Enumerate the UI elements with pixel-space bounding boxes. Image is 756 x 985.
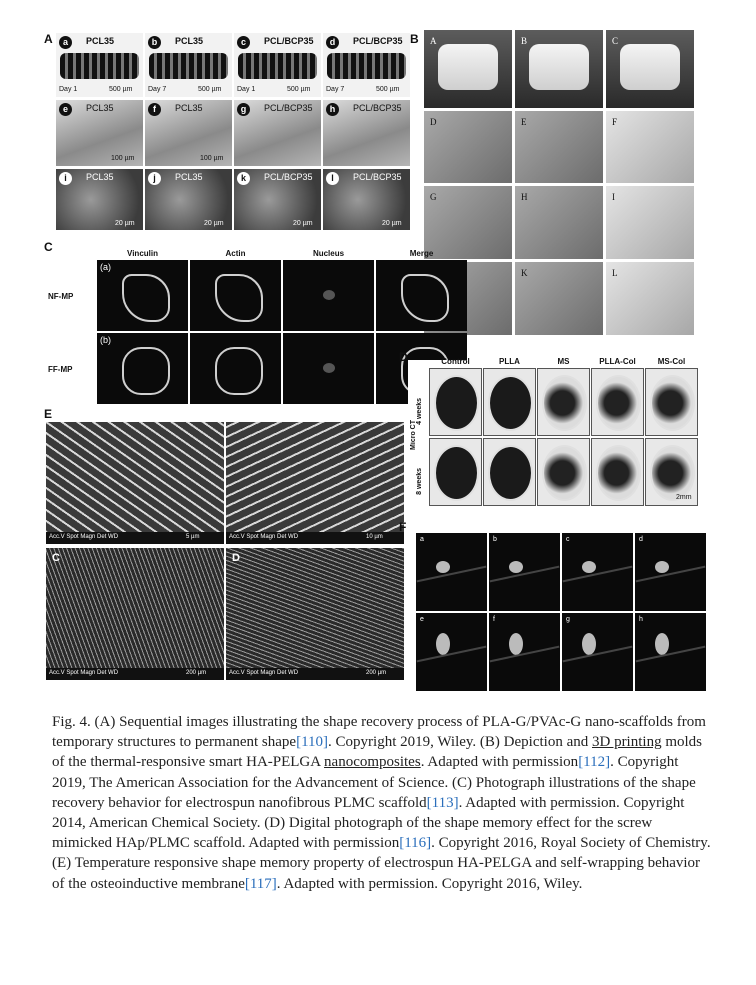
scaffold-image xyxy=(323,33,410,97)
cell-process xyxy=(417,566,487,583)
histology-image xyxy=(515,111,603,183)
subpanel-title: PCL/BCP35 xyxy=(353,36,403,46)
defect-region xyxy=(488,375,533,431)
cell-nucleus xyxy=(655,633,669,655)
scale-bar-label: 200 µm xyxy=(186,670,207,676)
subpanel-label: B xyxy=(521,36,528,46)
scaffold-coil xyxy=(149,53,228,79)
subpanel-title: PCL35 xyxy=(175,36,204,46)
sem-info-bar xyxy=(46,668,224,680)
defect-region xyxy=(434,375,479,431)
fluorescence-image xyxy=(283,333,374,404)
fluorescence-image xyxy=(416,613,487,691)
fluorescence-image xyxy=(489,613,560,691)
subpanel-label: K xyxy=(521,268,528,278)
panel-c-letter: C xyxy=(44,240,53,254)
cell-process xyxy=(417,646,487,663)
cell-process xyxy=(563,646,633,663)
scale-bar-label: 5 µm xyxy=(186,534,200,540)
cell-nucleus xyxy=(509,633,523,655)
scaffold-coil xyxy=(60,53,139,79)
cell-process xyxy=(636,646,706,663)
scaffold-coil xyxy=(238,53,317,79)
sem-info-bar xyxy=(226,668,404,680)
subpanel-title: PCL35 xyxy=(175,172,203,182)
panel-b-letter: B xyxy=(410,32,419,46)
fluorescence-image xyxy=(562,613,633,691)
day-label: Day 7 xyxy=(148,86,167,93)
day-label: Day 1 xyxy=(59,86,78,93)
histology-image xyxy=(145,100,232,166)
fluorescence-image xyxy=(97,260,188,331)
subpanel-badge: h xyxy=(326,103,339,116)
subpanel-label: e xyxy=(420,616,424,623)
cell-nucleus xyxy=(509,561,523,573)
scale-bar-label: 500 µm xyxy=(198,86,222,93)
scaffold-image xyxy=(56,33,143,97)
subpanel-badge: b xyxy=(148,36,161,49)
sem-meta: Acc.V Spot Magn Det WD xyxy=(229,534,299,540)
cell-outline xyxy=(215,274,263,322)
row-header: FF-MP xyxy=(48,365,73,374)
cell-process xyxy=(490,566,560,583)
subpanel-label: c xyxy=(566,536,570,543)
histology-image xyxy=(606,111,694,183)
printed-mold xyxy=(529,44,589,90)
cell-process xyxy=(490,646,560,663)
subpanel-badge: j xyxy=(148,172,161,185)
column-header: MS-Col xyxy=(657,357,686,366)
sem-info-bar xyxy=(226,532,404,544)
defect-region xyxy=(650,445,695,501)
histology-image xyxy=(606,262,694,335)
sem-image xyxy=(56,169,143,230)
scaffold-image xyxy=(145,33,232,97)
scale-bar-label: 20 µm xyxy=(204,220,224,227)
cell-nucleus xyxy=(436,633,450,655)
subpanel-label: h xyxy=(639,616,643,623)
cell-nucleus xyxy=(436,561,450,573)
sem-meta: Acc.V Spot Magn Det WD xyxy=(229,670,299,676)
column-header: PLLA xyxy=(499,357,520,366)
subpanel-label: I xyxy=(612,192,615,202)
subpanel-label: G xyxy=(430,192,437,202)
figure-caption: Fig. 4. (A) Sequential images illustrating the shape recovery process of PLA-G/PVAc-G nano-scaffolds from temporary structures to permanent shape[110]. Copyright 2019, Wiley. (B) Depiction and 3D printing molds of the thermal-responsive smart HA-PELGA nanocomposites. Adapted with permission[112]. Copyright 2019, The American Association for the Advancement of Science. (C) Photograph illustrations of the shape recovery behavior for electrospun nanofibrous PLMC scaffold[113]. Adapted with permission. Copyright 2014, American Chemical Society. (D) Digital photograph of the shape memory effect for the screw mimicked HAp/PLMC scaffold. Adapted with permission[116]. Copyright 2016, Royal Society of Chemistry. (E) Temperature responsive shape memory property of electrospun HA-PELGA and self-wrapping behavior of the osteoinductive membrane[117]. Adapted with permission. Copyright 2016, Wiley. xyxy=(52,714,711,892)
sem-meta: Acc.V Spot Magn Det WD xyxy=(49,534,119,540)
panel-d-letter: D xyxy=(399,350,408,364)
subpanel-label: g xyxy=(566,616,570,623)
subpanel-label: A xyxy=(430,36,437,46)
sem-image xyxy=(323,169,410,230)
scale-bar-label: 100 µm xyxy=(200,155,224,162)
subpanel-label: F xyxy=(612,117,618,127)
subpanel-label: f xyxy=(493,616,495,623)
scale-bar-label: 20 µm xyxy=(115,220,135,227)
day-label: Day 1 xyxy=(237,86,256,93)
glossary-link[interactable]: 3D printing xyxy=(591,734,662,751)
sem-image xyxy=(145,169,232,230)
subpanel-label: D xyxy=(232,552,240,564)
mold-photo xyxy=(424,30,512,108)
subpanel-title: PCL35 xyxy=(175,103,203,113)
mold-photo xyxy=(606,30,694,108)
glossary-link[interactable]: nanocomposites xyxy=(324,754,421,771)
reference-link[interactable]: [113] xyxy=(426,794,459,811)
subpanel-label: E xyxy=(521,117,527,127)
subpanel-badge: i xyxy=(59,172,72,185)
subpanel-label: L xyxy=(612,268,618,278)
cell-outline xyxy=(122,347,170,395)
micro-ct-image xyxy=(591,438,644,506)
subpanel-badge: g xyxy=(237,103,250,116)
subpanel-label: b xyxy=(493,536,497,543)
histology-image xyxy=(56,100,143,166)
sem-fiber-image xyxy=(226,548,404,680)
column-header: MS xyxy=(557,357,570,366)
sem-fiber-image xyxy=(46,548,224,680)
fluorescence-image xyxy=(635,613,706,691)
defect-region xyxy=(434,445,479,501)
column-header: Vinculin xyxy=(127,249,158,258)
subpanel-title: PCL/BCP35 xyxy=(264,103,313,113)
subpanel-badge: c xyxy=(237,36,250,49)
column-header: PLLA-Col xyxy=(599,357,636,366)
scale-bar-label: 20 µm xyxy=(382,220,402,227)
column-header: Merge xyxy=(409,249,434,258)
fluorescence-image xyxy=(416,533,487,611)
cell-process xyxy=(636,566,706,583)
histology-image xyxy=(234,100,321,166)
cell-outline xyxy=(401,274,449,322)
row-header: NF-MP xyxy=(48,292,74,301)
subpanel-badge: d xyxy=(326,36,339,49)
row-header: 4 weeks xyxy=(416,398,423,425)
cell-outline xyxy=(215,347,263,395)
fluorescence-image xyxy=(190,260,281,331)
mold-photo xyxy=(515,30,603,108)
subpanel-label: H xyxy=(521,192,528,202)
defect-region xyxy=(542,445,587,501)
cell-process xyxy=(563,566,633,583)
fluorescence-image xyxy=(283,260,374,331)
subpanel-badge: a xyxy=(59,36,72,49)
subpanel-label: a xyxy=(420,536,424,543)
printed-mold xyxy=(438,44,498,90)
fluorescence-image xyxy=(97,333,188,404)
subpanel-title: PCL35 xyxy=(86,103,114,113)
reference-link[interactable]: [116] xyxy=(399,835,432,852)
subpanel-badge: e xyxy=(59,103,72,116)
subpanel-label: C xyxy=(612,36,619,46)
micro-ct-image xyxy=(591,368,644,436)
column-header: Control xyxy=(441,357,470,366)
subpanel-badge: l xyxy=(326,172,339,185)
subpanel-title: PCL/BCP35 xyxy=(353,103,402,113)
micro-ct-image xyxy=(429,368,482,436)
scale-bar-label: 100 µm xyxy=(111,155,135,162)
column-header: Nucleus xyxy=(312,249,345,258)
histology-image xyxy=(515,262,603,335)
subpanel-label: C xyxy=(52,552,60,564)
scaffold-image xyxy=(234,33,321,97)
panel-a-letter: A xyxy=(44,32,53,46)
reference-link[interactable]: [112] xyxy=(578,754,611,771)
fluorescence-image xyxy=(376,260,467,331)
fluorescence-image xyxy=(489,533,560,611)
subpanel-badge: f xyxy=(148,103,161,116)
scaffold-coil xyxy=(327,53,406,79)
histology-image xyxy=(323,100,410,166)
micro-ct-image xyxy=(483,438,536,506)
sem-fiber-image xyxy=(226,422,407,544)
scale-bar-label: 20 µm xyxy=(293,220,313,227)
defect-region xyxy=(596,375,641,431)
scale-bar-label: 500 µm xyxy=(287,86,311,93)
subpanel-title: PCL35 xyxy=(86,36,115,46)
scale-bar-label: 10 µm xyxy=(366,534,383,540)
micro-ct-image xyxy=(537,438,590,506)
cell-nucleus xyxy=(655,561,669,573)
defect-region xyxy=(650,375,695,431)
row-tag: (a) xyxy=(100,262,111,272)
subpanel-title: PCL35 xyxy=(86,172,114,182)
cell-nucleus xyxy=(582,633,596,655)
scale-bar-label: 200 µm xyxy=(366,670,387,676)
printed-mold xyxy=(620,44,680,90)
panel-f-letter: F xyxy=(399,520,407,534)
subpanel-badge: k xyxy=(237,172,250,185)
micro-ct-image xyxy=(429,438,482,506)
sem-meta: Acc.V Spot Magn Det WD xyxy=(49,670,119,676)
nucleus xyxy=(323,290,335,300)
histology-image xyxy=(515,186,603,259)
defect-region xyxy=(542,375,587,431)
fluorescence-image xyxy=(562,533,633,611)
scale-bar-label: 500 µm xyxy=(109,86,133,93)
micro-ct-image xyxy=(537,368,590,436)
subpanel-label: D xyxy=(430,117,437,127)
column-header: Actin xyxy=(225,249,246,258)
subpanel-title: PCL/BCP35 xyxy=(353,172,402,182)
sem-image xyxy=(234,169,321,230)
sem-info-bar xyxy=(46,532,224,544)
histology-image xyxy=(606,186,694,259)
subpanel-title: PCL/BCP35 xyxy=(264,172,313,182)
panel-e-letter: E xyxy=(44,407,53,421)
row-tag: (b) xyxy=(100,335,111,345)
scale-bar-label: 500 µm xyxy=(376,86,400,93)
histology-image xyxy=(424,111,512,183)
reference-link[interactable]: [110] xyxy=(296,734,329,751)
row-header: 8 weeks xyxy=(416,468,423,495)
reference-link[interactable]: [117] xyxy=(244,875,277,892)
defect-region xyxy=(488,445,533,501)
defect-region xyxy=(596,445,641,501)
scale-bar-label: 2mm xyxy=(676,494,692,501)
micro-ct-image xyxy=(483,368,536,436)
nucleus xyxy=(323,363,335,373)
side-label: Micro CT xyxy=(410,420,417,450)
micro-ct-image xyxy=(645,368,698,436)
day-label: Day 7 xyxy=(326,86,345,93)
fluorescence-image xyxy=(635,533,706,611)
subpanel-label: d xyxy=(639,536,643,543)
cell-outline xyxy=(122,274,170,322)
sem-fiber-image xyxy=(46,422,224,544)
fluorescence-image xyxy=(190,333,281,404)
cell-nucleus xyxy=(582,561,596,573)
subpanel-title: PCL/BCP35 xyxy=(264,36,314,46)
